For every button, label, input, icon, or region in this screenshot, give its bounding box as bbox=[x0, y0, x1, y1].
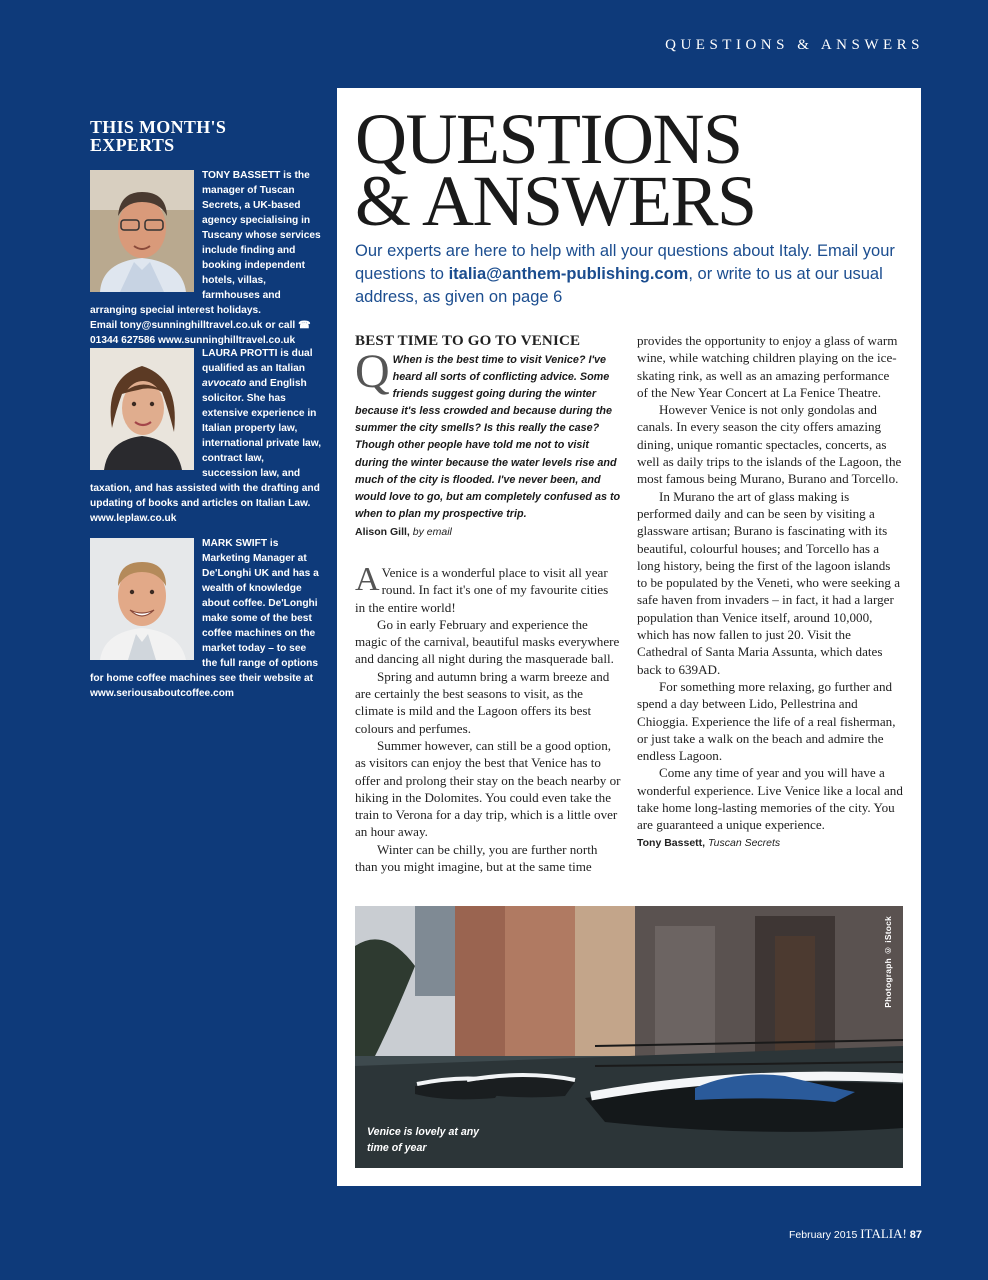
sidebar-title: THIS MONTH'S EXPERTS bbox=[90, 117, 227, 155]
experts-sidebar bbox=[90, 118, 322, 701]
answer-paragraph: In Murano the art of glass making is performed daily and can be seen by visiting a glassware artisan; Burano is fascinating with its beautiful, colourful houses; and Torcello has a long history, being the first of the lagoon islands to be populated by the Veneti, who were seeking a safe haven from invaders – in fact, it had a larger population than Venice itself, around 10,000, which has now fallen to just 20. Visit the Cathedral of Santa Maria Assunta, which dates back to 639AD. bbox=[637, 488, 901, 677]
expert-photo-laura bbox=[90, 348, 194, 470]
column-2 bbox=[637, 332, 903, 851]
expert-mark-swift bbox=[90, 536, 322, 701]
question-text: When is the best time to visit Venice? I've heard all sorts of conflicting advice. Some friends suggest going during the winter because it's less crowded and because during the summer the city smells? Is this really the case? Though other people have told me not to visit during the winter because the water levels rise and much of the city is flooded. I've never been, and would love to go, but am completely confused as to when to plan my prospective trip. bbox=[355, 354, 621, 520]
answer-paragraph: However Venice is not only gondolas and canals. In every season the city offers amazing dining, unique romantic spectacles, concerts, as well as daily trips to the islands of the Lagoon, the most famous being Murano, Burano and Torcello. bbox=[637, 402, 902, 487]
intro-text bbox=[355, 240, 915, 309]
contact-email-link[interactable]: italia@anthem-publishing.com bbox=[448, 265, 689, 283]
answer-part-2 bbox=[637, 332, 903, 834]
folio-magazine: ITALIA! bbox=[860, 1226, 907, 1241]
intro-before: Our experts are here to help with all your questions about Italy. Email your questions to bbox=[355, 242, 895, 283]
expert-bio-tony: TONY BASSETT is the manager of Tuscan Secrets, a UK-based agency specialising in Tuscany whose services include finding and booking independent hotels, villas, farmhouses and arranging special interest holidays. bbox=[90, 170, 321, 316]
column-1 bbox=[355, 333, 621, 875]
expert-tony-bassett bbox=[90, 168, 322, 346]
answer-dropcap: A bbox=[355, 560, 380, 598]
qa-panel bbox=[337, 88, 921, 1186]
expert-contact-tony: Email tony@sunninghilltravel.co.uk or call ☎ 01344 627586 www.sunninghilltravel.co.uk bbox=[90, 320, 311, 346]
answer-part-1 bbox=[355, 560, 621, 875]
question-author: Alison Gill, bbox=[355, 525, 410, 538]
answer-paragraph: Come any time of year and you will have a wonderful experience. Live Venice like a local and take home long-lasting memories of the city. You are guaranteed a unique experience. bbox=[637, 765, 903, 833]
answer-paragraph: Go in early February and experience the magic of the carnival, beautiful masks everywhere and dancing all night during the masquerade ball. bbox=[355, 616, 620, 667]
page-folio bbox=[789, 1226, 922, 1242]
expert-bio-laura-a: LAURA PROTTI is dual qualified as an Italian bbox=[202, 348, 313, 374]
page-title bbox=[355, 99, 756, 241]
answer-signoff bbox=[637, 835, 903, 851]
expert-bio-laura-b: and English solicitor. She has extensive experience in Italian property law, international private law, contract law, succession law, and taxation, and has assisted with the drafting and updating of books and articles on Italian Law. www.leplaw.co.uk bbox=[90, 378, 322, 524]
answer-author-role: Tuscan Secrets bbox=[708, 836, 781, 849]
question-dropcap: Q bbox=[355, 345, 390, 398]
expert-bio-mark: MARK SWIFT is Marketing Manager at De'Longhi UK and has a wealth of knowledge about coffee. De'Longhi make some of the best coffee machines on the market today – to see the full range of options for home coffee machines see their website at www.seriousaboutcoffee.com bbox=[90, 538, 319, 699]
question-heading: BEST TIME TO GO TO VENICE bbox=[355, 333, 581, 349]
answer-paragraph: For something more relaxing, go further and spend a day between Lido, Pellestrina and Chioggia. Experience the life of a real fisherman, or just take a walk on the beach and admire the endless Lagoon. bbox=[637, 678, 896, 764]
intro-after: , or write to us at our usual address, as given on page 6 bbox=[355, 265, 883, 306]
running-head: QUESTIONS & ANSWERS bbox=[665, 37, 924, 53]
answer-author: Tony Bassett, bbox=[637, 836, 706, 849]
expert-bio-laura-italic: avvocato bbox=[202, 378, 247, 389]
answer-paragraph: Winter can be chilly, you are further north than you might imagine, but at the same time bbox=[355, 841, 598, 874]
expert-laura-protti bbox=[90, 346, 322, 526]
question-author-role: by email bbox=[412, 525, 452, 538]
photo-caption: Venice is lovely at any time of year bbox=[367, 1126, 480, 1154]
page-title-line1: QUESTIONS bbox=[355, 99, 742, 179]
venice-canal-photo bbox=[355, 906, 903, 1168]
photo-credit: Photograph © iStock bbox=[883, 916, 893, 1008]
expert-photo-tony bbox=[90, 170, 194, 292]
answer-paragraph bbox=[355, 560, 621, 616]
portrait-man-smiling-icon bbox=[90, 538, 194, 660]
answer-paragraph: Spring and autumn bring a warm breeze and are certainly the best seasons to visit, as the climate is mild and the Lagoon offers its best colours and perfumes. bbox=[355, 668, 610, 736]
expert-photo-mark bbox=[90, 538, 194, 660]
portrait-man-glasses-icon bbox=[90, 170, 194, 292]
question-signoff bbox=[355, 524, 621, 540]
folio-date: February 2015 bbox=[789, 1229, 858, 1241]
answer-paragraph: Summer however, can still be a good option, as visitors can enjoy the best that Venice has to offer and prolong their stay on the beach nearby or hiking in the Dolomites. You could even take the train to Verona for a day trip, which is a little over an hour away. bbox=[355, 737, 621, 840]
answer-text: Venice is a wonderful place to visit all year round. In fact it's one of my favourite cities in the entire world! bbox=[355, 564, 609, 615]
folio-page-number: 87 bbox=[909, 1229, 922, 1241]
page-title-line2: & ANSWERS bbox=[355, 161, 756, 241]
portrait-woman-icon bbox=[90, 348, 194, 470]
answer-paragraph: provides the opportunity to enjoy a glass of warm wine, while watching children playing on the ice-skating rink, as well as an amazing performance of the New Year Concert at La Fenice Theatre. bbox=[637, 333, 898, 400]
reader-question bbox=[355, 345, 621, 523]
